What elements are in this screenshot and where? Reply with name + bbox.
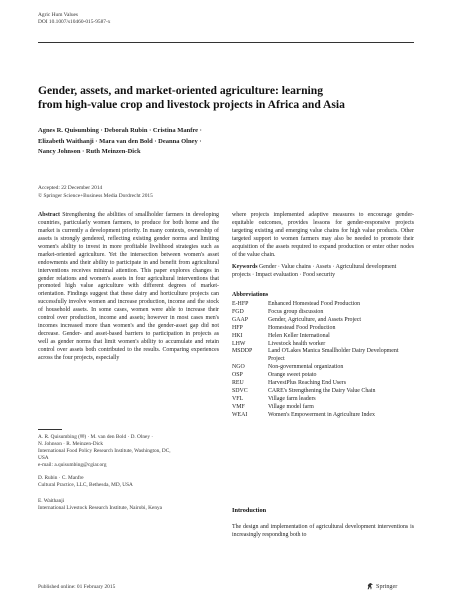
abbreviations-list (232, 301, 414, 420)
abbreviation: OSP (232, 372, 243, 379)
abbreviations-heading: Abbreviations (232, 292, 269, 298)
doi: DOI 10.1007/s10460-015-9587-x (38, 19, 111, 26)
abbreviation: E-HFP (232, 301, 249, 307)
publisher-logo (366, 582, 397, 590)
abbreviation-meaning: Women's Empowerment in Agriculture Index (268, 411, 375, 418)
abbreviation-row (232, 372, 414, 380)
abbreviation-row (232, 388, 414, 396)
abbreviation: VFL (232, 395, 244, 402)
abbreviation-row (232, 404, 414, 412)
affiliation-line: N. Johnson · R. Meinzen-Dick (38, 441, 104, 448)
abbreviation: HKI (232, 332, 243, 339)
affiliation-rule (38, 429, 62, 430)
keywords (232, 264, 414, 280)
abbreviation-meaning: CARE's Strengthening the Dairy Value Chain (268, 387, 376, 394)
abbreviation-meaning: Focus group discussion (268, 308, 324, 315)
publisher-name: Springer (376, 582, 398, 590)
affiliation-line: E. Waithanji (38, 498, 65, 504)
affiliation-block (38, 434, 214, 469)
abbreviation-row (232, 380, 414, 388)
author-list (38, 126, 414, 158)
keywords-label: Keywords (232, 264, 258, 270)
abbreviation: NGO (232, 364, 245, 371)
abbreviation-row (232, 396, 414, 404)
abbreviation-meaning: Village farm leaders (268, 395, 316, 402)
abbreviation-meaning: Helen Keller International (268, 332, 330, 339)
abbreviation-row (232, 348, 414, 364)
affiliation-line: D. Rubin · C. Manfre (38, 475, 84, 481)
abbreviation-meaning: Livestock health worker (268, 340, 326, 347)
abstract-label: Abstract (38, 212, 60, 218)
journal-header (38, 12, 110, 27)
abbreviation-row (232, 333, 414, 341)
abbreviation-row (232, 317, 414, 325)
abbreviation-row (232, 412, 414, 420)
abbreviation: MSDDP (232, 348, 253, 355)
paper-title (38, 84, 414, 112)
affiliation-line: Cultural Practice, LLC, Bethesda, MD, USA (38, 482, 133, 489)
springer-horse-icon (366, 582, 374, 590)
abbreviation: LHW (232, 340, 246, 347)
author-line: Nancy Johnson · Ruth Meinzen-Dick (38, 148, 141, 156)
abbreviation: HFP (232, 324, 243, 331)
affiliation-line: International Livestock Research Institute, Nairobi, Kenya (38, 505, 162, 512)
abbreviation: GAAP (232, 316, 249, 323)
abbreviation-row (232, 309, 414, 317)
abbreviation-meaning: Village model farm (268, 403, 314, 410)
abbreviation-meaning: Enhanced Homestead Food Production (268, 301, 361, 307)
abbreviation: WEAI (232, 411, 248, 418)
author-line: Agnes R. Quisumbing · Deborah Rubin · Cristina Manfre · (38, 127, 202, 134)
affiliation-block (38, 475, 214, 489)
abbreviation: FGD (232, 308, 244, 315)
accepted-date: Accepted: 22 December 2014 (38, 185, 103, 191)
abbreviation: REU (232, 380, 244, 387)
article-dates (38, 185, 153, 200)
title-line: from high-value crop and livestock projects in Africa and Asia (38, 98, 345, 112)
abbreviation-meaning: Orange sweet potato (268, 372, 317, 379)
abbreviation-meaning: Homestead Food Production (268, 324, 336, 331)
abbreviation-meaning: HarvestPlus Reaching End Users (268, 380, 347, 387)
abbreviation-meaning: Gender, Agriculture, and Assets Project (268, 316, 362, 323)
abstract (38, 212, 219, 363)
abbreviation-row (232, 301, 414, 309)
copyright: © Springer Science+Business Media Dordrecht 2015 (38, 192, 153, 199)
abbreviation-row (232, 341, 414, 349)
affiliation-line: International Food Policy Research Institute, Washington, DC, (38, 448, 171, 455)
abbreviation: VMF (232, 403, 245, 410)
header-rule (38, 42, 414, 43)
abbreviation-row (232, 364, 414, 372)
affiliation-line: USA (38, 455, 49, 462)
keywords-text: Gender · Value chains · Assets · Agricultural development projects · Impact evaluation · Food security (232, 264, 397, 278)
abbreviation-meaning: Non-governmental organization (268, 364, 344, 371)
published-online: Published online: 01 February 2015 (38, 584, 116, 590)
abstract-text: Strengthening the abilities of smallholder farmers in developing countries, particularly women farmers, to produce for both home and the market is currently a development priority. In many contexts, ownership of assets is strongly gendered, reflecting existing gender norms and limiting women's ability to invest in more profitable livelihood strategies such as market-oriented agriculture. Yet the intersection between women's asset endowments and their ability to participate in and benefit from agricultural interventions receives minimal attention. This paper explores changes in gender relations and women's assets in four agricultural interventions that promoted high value agriculture with different degrees of market-orientation. Findings suggest that these dairy and horticulture projects can successfully involve women and increase production, income and the stock of household assets. In some cases, women were able to increase their control over production, income and assets; however in most cases men's incomes increased more than women's and the gender-asset gap did not decrease. Gender- and asset-based barriers to participation in projects as well as gender norms that limit women's ability to accumulate and retain control over assets both contributed to the results. Comparing experiences across the four projects, especially (38, 212, 219, 361)
abbreviation-row (232, 325, 414, 333)
abstract-continuation: where projects implemented adaptive measures to encourage gender-equitable outcomes, provides lessons for gender-responsive projects targeting existing and emerging value chains for high value products. Other targeted support to women farmers may also be needed to promote their acquisition of the assets required to expand production or enter other nodes of the value chain. (232, 212, 414, 258)
abbreviation-meaning: Land O'Lakes Manica Smallholder Dairy Development Project (268, 348, 399, 363)
introduction-text: The design and implementation of agricultural development interventions is increasingly responding both to (232, 524, 414, 539)
affiliation-block (38, 498, 214, 512)
title-line: Gender, assets, and market-oriented agriculture: learning (38, 84, 323, 97)
journal-name: Agric Hum Values (38, 12, 79, 18)
abbreviation: SDVC (232, 387, 248, 394)
introduction-heading: Introduction (232, 507, 267, 514)
affiliation-email[interactable]: e-mail: a.quisumbing@cgiar.org (38, 462, 107, 469)
author-line: Elizabeth Waithanji · Mara van den Bold · Deanna Olney · (38, 137, 202, 145)
affiliation-line: A. R. Quisumbing (✉) · M. van den Bold · D. Olney · (38, 434, 154, 440)
